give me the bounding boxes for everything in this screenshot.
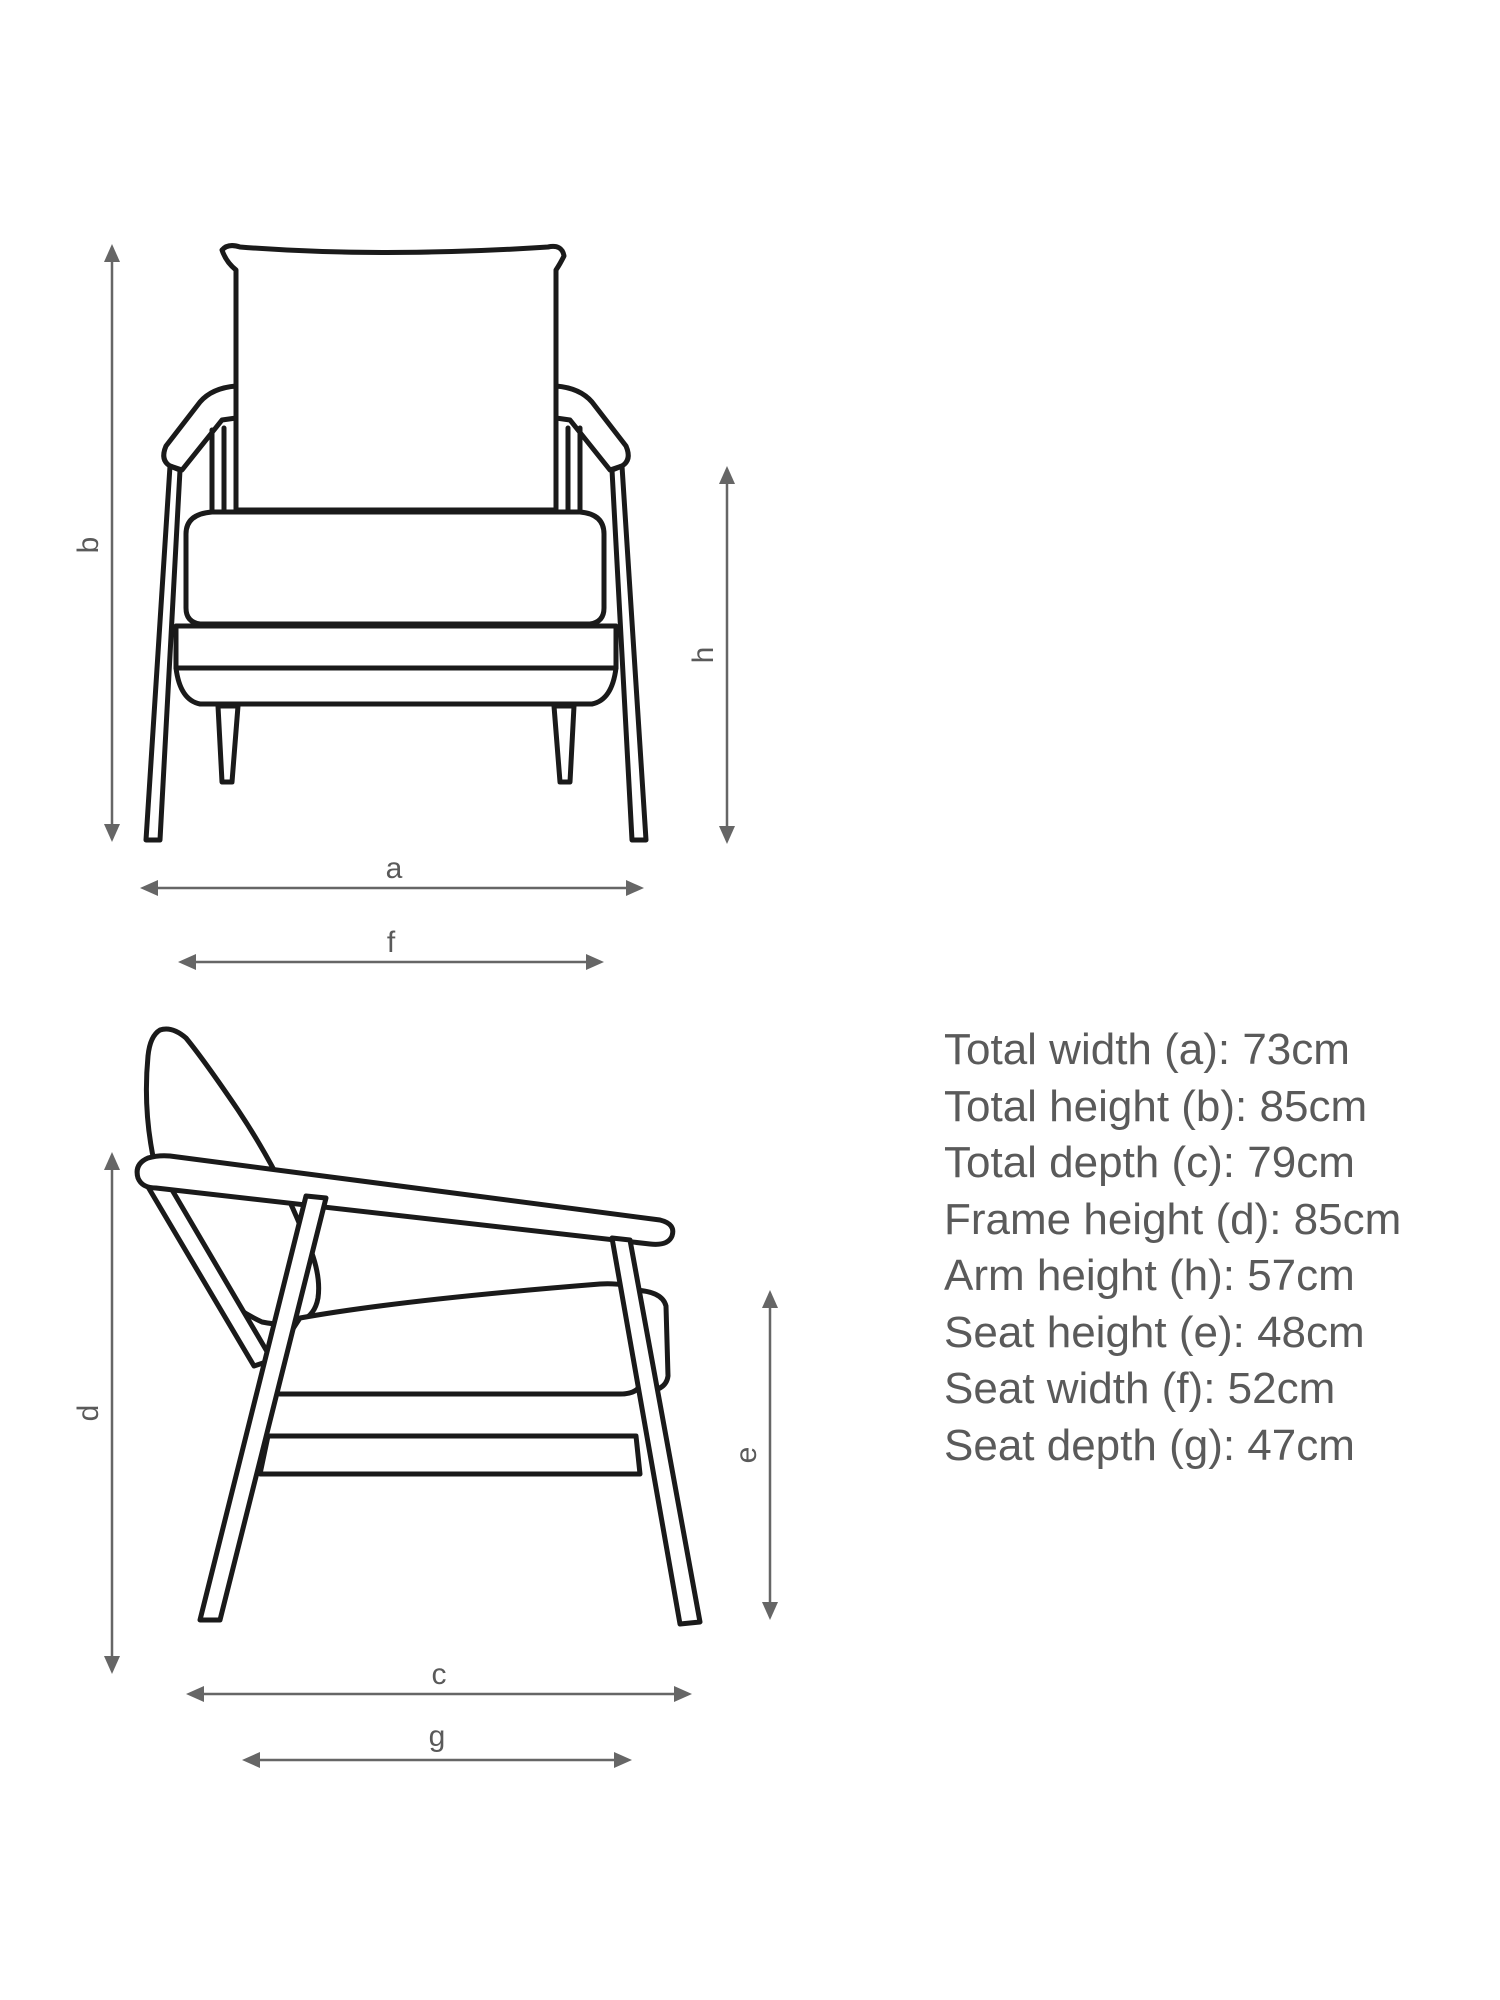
- spec-seat-width: Seat width (f): 52cm: [944, 1364, 1336, 1413]
- spec-seat-height: Seat height (e): 48cm: [944, 1307, 1365, 1357]
- front-inner-left-leg: [218, 706, 238, 782]
- dimension-f: [178, 926, 604, 970]
- spec-total-height: Total height (b): 85cm: [944, 1081, 1368, 1131]
- dimension-e: [730, 1290, 778, 1620]
- dimension-g: [242, 1720, 632, 1768]
- front-right-arm-post: [568, 428, 580, 512]
- dimension-a: [140, 852, 644, 896]
- dimension-c: [186, 1658, 692, 1702]
- dimension-label-f: f: [386, 926, 396, 959]
- dimension-label-h: h: [687, 646, 720, 664]
- dimension-h: [687, 466, 735, 844]
- front-lower-rail: [176, 668, 616, 704]
- spec-seat-depth: Seat depth (g): 47cm: [944, 1420, 1355, 1470]
- spec-total-width: Total width (a): 73cm: [944, 1025, 1350, 1074]
- spec-arm-height: Arm height (h): 57cm: [944, 1251, 1355, 1300]
- front-seat-cushion: [186, 512, 604, 624]
- dimension-label-e: e: [730, 1446, 763, 1464]
- specifications-list: [944, 1022, 1401, 1474]
- chair-side-view: [137, 1029, 700, 1624]
- spec-total-depth: Total depth (c): 79cm: [944, 1138, 1355, 1187]
- front-inner-right-leg: [554, 706, 574, 782]
- dimension-d: [72, 1152, 120, 1674]
- chair-front-view: [146, 246, 646, 840]
- dimension-label-d: d: [72, 1404, 105, 1422]
- dimension-label-g: g: [428, 1720, 446, 1753]
- dimension-label-a: a: [385, 852, 403, 885]
- dimension-label-b: b: [72, 536, 105, 554]
- dimension-label-c: c: [431, 1658, 447, 1691]
- front-left-arm-post: [212, 428, 224, 512]
- side-lower-rail: [260, 1436, 640, 1474]
- dimension-b: [72, 244, 120, 842]
- front-seat-rail: [176, 626, 616, 668]
- front-back-cushion: [222, 246, 564, 510]
- spec-frame-height: Frame height (d): 85cm: [944, 1194, 1402, 1244]
